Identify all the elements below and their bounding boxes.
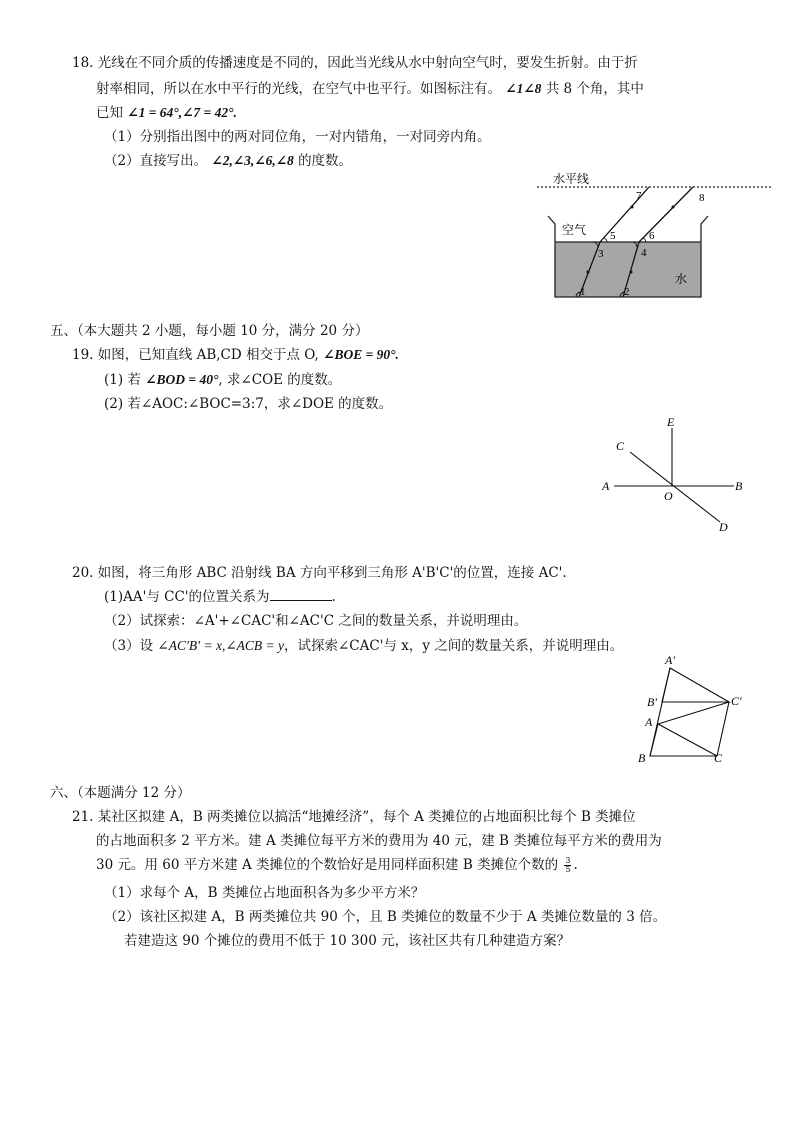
triangle-abc: [650, 724, 717, 756]
q19-sub2: (2) 若∠AOC:∠BOC=3:7，求∠DOE 的度数。: [104, 396, 393, 412]
label-e: E: [667, 415, 675, 429]
q19-stem: [72, 346, 399, 364]
q21-line-3: [96, 856, 578, 874]
angle-4-label: 4: [641, 247, 647, 259]
q21-line-1: [72, 808, 636, 826]
ray-1-air: [600, 187, 649, 242]
ray-2-air: [639, 187, 693, 242]
q18-line-2: [96, 80, 644, 98]
q18-sub2: [104, 152, 352, 170]
label-b: B: [735, 479, 743, 493]
angle-6-arc: [643, 238, 646, 242]
section-6-title: 六、（本题满分 12 分）: [50, 785, 191, 801]
q18-sub2-text: （2）直接写出。: [104, 153, 208, 169]
section-5-title: 五、（本大题共 2 小题，每小题 10 分，满分 20 分）: [50, 323, 369, 339]
label-d: D: [719, 520, 728, 534]
q19-stem-angle: ∠BOE = 90°.: [323, 347, 399, 362]
q20-triangle-figure: [630, 652, 750, 767]
water-label: 水: [675, 272, 688, 286]
label-c: C: [616, 439, 625, 453]
q19-number: 19.: [72, 347, 94, 363]
q18-text-1: 光线在不同介质的传播速度是不同的，因此当光线从水中射向空气时，要发生折射。由于折: [97, 55, 638, 71]
ray-2-arrow: [630, 271, 633, 274]
q21-number: 21.: [72, 809, 94, 825]
q18-text-2: 射率相同，所以在水中平行的光线，在空气中也平行。如图标注有。: [96, 81, 501, 97]
q20-sub1-text: (1)AA'与 CC'的位置关系为: [104, 589, 270, 605]
label-o: O: [664, 489, 673, 503]
q20-answer-blank[interactable]: [270, 588, 332, 601]
q19-stem-text: 如图，已知直线 AB,CD 相交于点 O,: [97, 347, 319, 363]
q18-refraction-figure: [535, 168, 775, 303]
segment-bb: [650, 668, 670, 756]
angle-2-label: 2: [624, 286, 630, 298]
q18-text-2-tail: 共 8 个角，其中: [545, 81, 644, 97]
air-label: 空气: [562, 223, 587, 237]
segment-ac1: [658, 702, 729, 724]
label-b1: B′: [647, 695, 657, 709]
q21-fraction-numerator: 3: [565, 856, 571, 865]
q18-line-3: [96, 104, 237, 122]
q19-sub1-tail: , 求∠COE 的度数。: [218, 372, 342, 388]
horizon-label: 水平线: [553, 172, 590, 186]
q20-number: 20.: [72, 565, 94, 581]
label-b: B: [638, 751, 646, 765]
q20-sub1: [104, 588, 336, 606]
q18-sub1: （1）分别指出图中的两对同位角，一对内错角，一对同旁内角。: [104, 129, 491, 145]
q18-angle-range: ∠1∠8: [505, 81, 542, 96]
q20-sub1-tail: .: [331, 589, 336, 605]
q21-text-1: 某社区拟建 A，B 两类摊位以搞活“地摊经济”，每个 A 类摊位的占地面积比每个 B 类摊位: [97, 809, 636, 825]
q21-text-3: 30 元。用 60 平方米建 A 类摊位的个数恰好是用同样面积建 B 类摊位个数的: [96, 857, 559, 873]
q18-sub2-angles: ∠2,∠3,∠6,∠8: [211, 153, 294, 168]
q21-sub2-line-2: 若建造这 90 个摊位的费用不低于 10 300 元，该社区共有几种建造方案？: [124, 933, 571, 949]
angle-5-arc: [604, 238, 607, 242]
q20-sub3-tail: ，试探索∠CAC'与 x，y 之间的数量关系，并说明理由。: [284, 638, 624, 654]
angle-7-label: 7: [636, 190, 642, 202]
label-c: C: [714, 751, 723, 765]
q20-stem: [72, 564, 567, 582]
segment-cc1: [717, 702, 729, 756]
label-a: A: [645, 715, 653, 729]
q20-sub3: [104, 637, 623, 655]
label-a: A: [602, 479, 610, 493]
q20-sub3-text: （3）设: [104, 638, 154, 654]
q21-sub1: （1）求每个 A，B 类摊位占地面积各为多少平方米？: [104, 885, 425, 901]
angle-8-label: 8: [699, 192, 705, 204]
q19-lines-figure: [596, 410, 756, 535]
angle-3-label: 3: [598, 248, 604, 260]
angle-1-label: 1: [580, 286, 586, 298]
q21-fraction: [564, 857, 571, 874]
q18-number: 18.: [72, 55, 94, 71]
q20-stem-text: 如图，将三角形 ABC 沿射线 BA 方向平移到三角形 A'B'C'的位置，连接 AC'.: [97, 565, 567, 581]
triangle-a1b1c1: [662, 668, 729, 702]
line-cd: [630, 452, 720, 522]
angle-5-label: 5: [610, 230, 616, 242]
label-a1: A′: [665, 653, 675, 667]
ray-1-arrow: [587, 271, 590, 274]
q21-fraction-denominator: 5: [565, 865, 571, 874]
angle-6-label: 6: [649, 230, 655, 242]
label-c1: C′: [731, 694, 742, 708]
q19-sub1-text: (1) 若: [104, 372, 141, 388]
ray-1-air-arrow: [631, 206, 634, 209]
q18-known-angles: ∠1 = 64°,∠7 = 42°.: [127, 105, 237, 120]
q19-sub1-angle: ∠BOD = 40°: [145, 372, 219, 387]
q18-line-1: [72, 54, 638, 72]
ray-2-air-arrow: [672, 206, 675, 209]
q21-sub2-line-1: （2）该社区拟建 A，B 两类摊位共 90 个，且 B 类摊位的数量不少于 A 类摊位数量的 3 倍。: [104, 909, 667, 925]
q19-sub1: [104, 371, 341, 389]
q20-sub2: （2）试探索：∠A'+∠CAC'和∠AC'C 之间的数量关系，并说明理由。: [104, 613, 528, 629]
q18-sub2-tail: 的度数。: [298, 153, 353, 169]
q18-known-label: 已知: [96, 105, 123, 121]
q21-line-2: 的占地面积多 2 平方米。建 A 类摊位每平方米的费用为 40 元，建 B 类摊位每平方米的费用为: [96, 833, 662, 849]
q21-text-3-tail: .: [573, 857, 578, 873]
q20-sub3-math: ∠AC′B′ = x,∠ACB = y: [157, 638, 284, 653]
